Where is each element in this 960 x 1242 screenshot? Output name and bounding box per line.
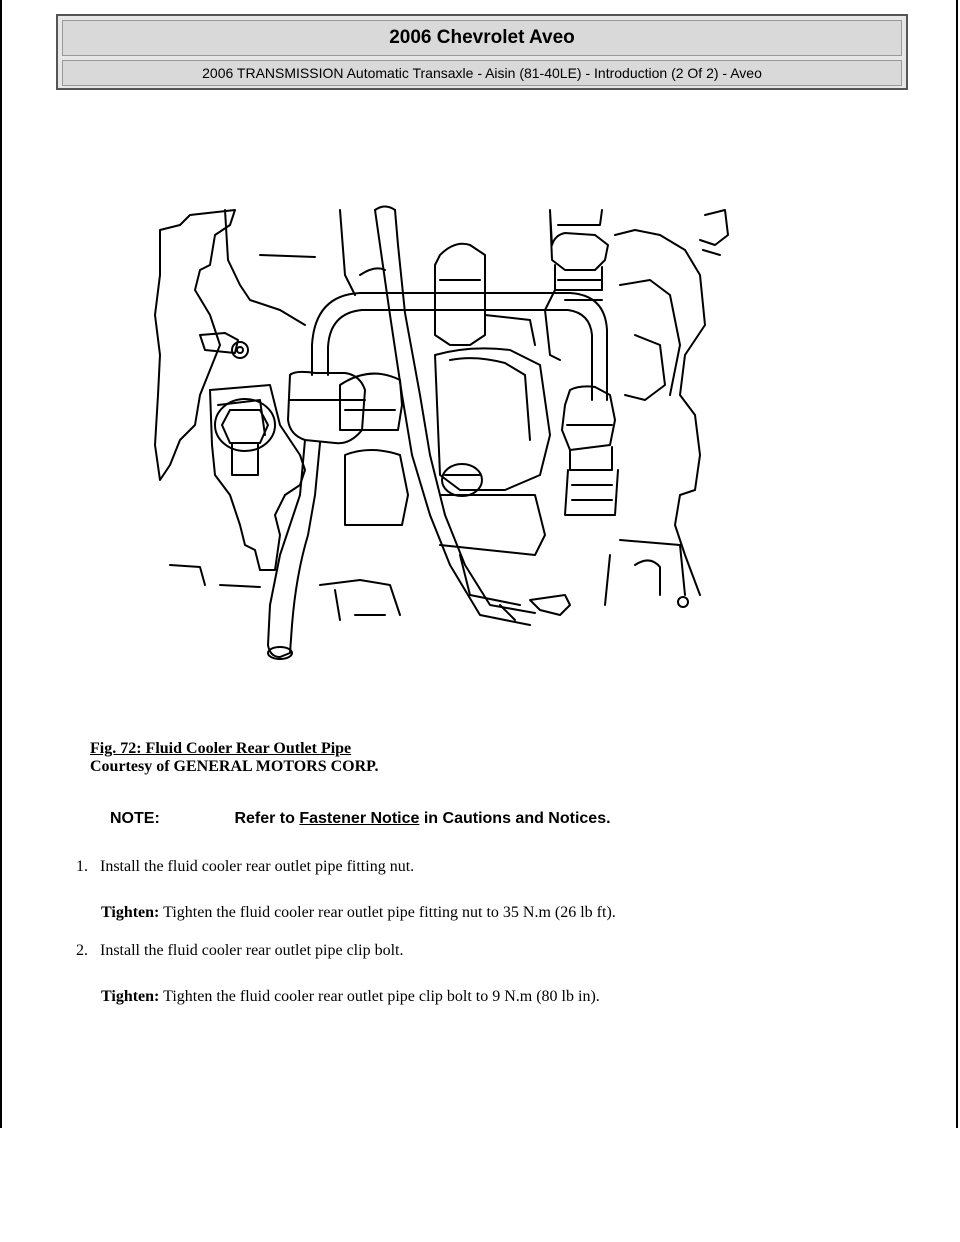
document-header: [56, 14, 908, 90]
tighten-text: Tighten the fluid cooler rear outlet pipe clip bolt to 9 N.m (80 lb in).: [163, 988, 600, 1005]
note-prefix: Refer to: [234, 810, 295, 827]
step-1-tighten: [101, 904, 616, 922]
figure-caption-title[interactable]: Fig. 72: Fluid Cooler Rear Outlet Pipe: [90, 740, 352, 757]
tighten-label: Tighten:: [101, 904, 160, 921]
step-text: Install the fluid cooler rear outlet pipe fitting nut.: [100, 858, 415, 875]
step-text: Install the fluid cooler rear outlet pipe clip bolt.: [100, 942, 404, 959]
tighten-label: Tighten:: [101, 988, 160, 1005]
tighten-text: Tighten the fluid cooler rear outlet pipe fitting nut to 35 N.m (26 lb ft).: [163, 904, 616, 921]
step-number: 1.: [76, 858, 88, 875]
fastener-notice-link[interactable]: Fastener Notice: [299, 810, 420, 827]
page-border-left: [0, 0, 2, 1128]
fluid-cooler-pipe-illustration: [140, 195, 740, 670]
note-block: [110, 810, 611, 828]
page-border-right: [956, 0, 958, 1128]
header-subtitle: 2006 TRANSMISSION Automatic Transaxle - Aisin (81-40LE) - Introduction (2 Of 2) - Aveo: [62, 60, 902, 86]
figure-caption: [90, 740, 378, 776]
note-label: NOTE:: [110, 810, 160, 827]
figure-courtesy: Courtesy of GENERAL MOTORS CORP.: [90, 758, 379, 775]
header-title: 2006 Chevrolet Aveo: [62, 20, 902, 56]
step-2-tighten: [101, 988, 600, 1006]
step-number: 2.: [76, 942, 88, 959]
note-suffix: in Cautions and Notices.: [423, 810, 611, 827]
